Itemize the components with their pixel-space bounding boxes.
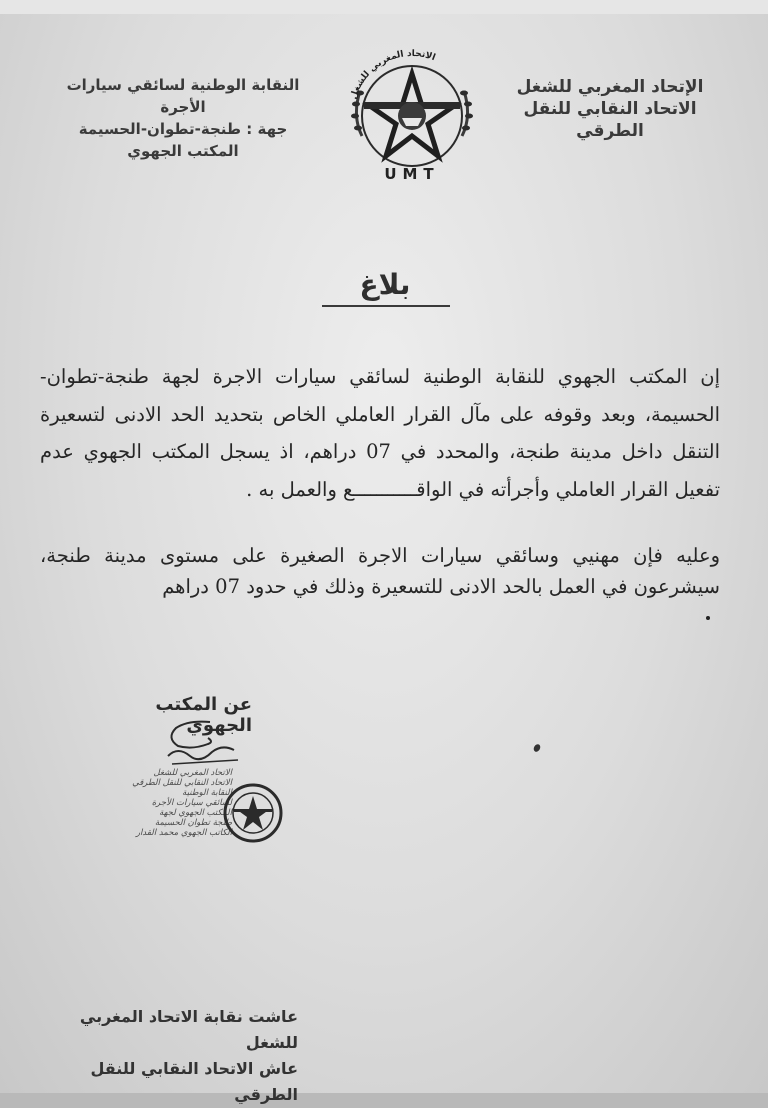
signature-label: عن المكتب الجهوي <box>155 694 252 736</box>
header-union-name <box>500 76 720 142</box>
stamp-line: المكتب الجهوي لجهة <box>159 808 232 818</box>
header-left-line3: المكتب الجهوي <box>127 142 239 160</box>
umt-logo <box>332 36 492 186</box>
logo-ring-text: الاتحاد المغربي للشغل <box>349 48 437 101</box>
stamp-line: الاتحاد النقابي للنقل الطرقي <box>132 778 232 788</box>
stamp-line: الاتحاد المغربي للشغل <box>153 768 232 778</box>
document-title: بلاغ <box>359 268 411 301</box>
ink-smudge <box>532 744 542 752</box>
umt-seal-icon <box>222 782 284 844</box>
header-left-line2: جهة : طنجة-تطوان-الحسيمة <box>78 120 288 138</box>
stamp-line: لسائقي سيارات الأجرة <box>151 798 232 808</box>
stamp-line: الكاتب الجهوي محمد القدار <box>135 828 232 838</box>
paragraph-2: وعليه فإن مهنيي وسائقي سيارات الاجرة الصغيرة على مستوى مدينة طنجة، سيشرعون في العمل بالحد الادنى للتسعيرة وذلك في حدود 07 دراهم <box>40 544 720 598</box>
official-stamp-text <box>60 768 232 838</box>
paragraph-1: إن المكتب الجهوي للنقابة الوطنية لسائقي سيارات الاجرة لجهة طنجة-تطوان-الحسيمة، وبعد وقوفه على مآل القرار العاملي الخاص بتحديد الحد الادنى لتسعيرة التنقل داخل مدينة طنجة، والمحدد في 07 دراهم، اذ يسجل المكتب الجهوي عدم تفعيل القرار العاملي وأجرأته في الواقـــــــــــع والعمل به . <box>40 365 720 501</box>
title-underline <box>322 305 450 307</box>
stamp-line: طنجة تطوان الحسيمة <box>154 818 232 828</box>
logo-initials: UMT <box>384 165 440 183</box>
closing-slogans <box>38 1004 298 1108</box>
footer-line2: عاش الاتحاد النقابي للنقل الطرقي <box>90 1059 298 1104</box>
handwritten-signature <box>148 716 248 772</box>
header-left-line1: النقابة الوطنية لسائقي سيارات الأجرة <box>66 76 300 116</box>
stamp-line: النقابة الوطنية <box>182 788 232 798</box>
header-right-line2: الاتحاد النقابي للنقل الطرقي <box>523 99 697 141</box>
footer-line1: عاشت نقابة الاتحاد المغربي للشغل <box>79 1007 298 1052</box>
trailing-period <box>704 614 712 622</box>
top-border <box>0 0 768 14</box>
header-syndicate-name <box>48 74 318 162</box>
header-right-line1: الإتحاد المغربي للشغل <box>516 77 704 97</box>
